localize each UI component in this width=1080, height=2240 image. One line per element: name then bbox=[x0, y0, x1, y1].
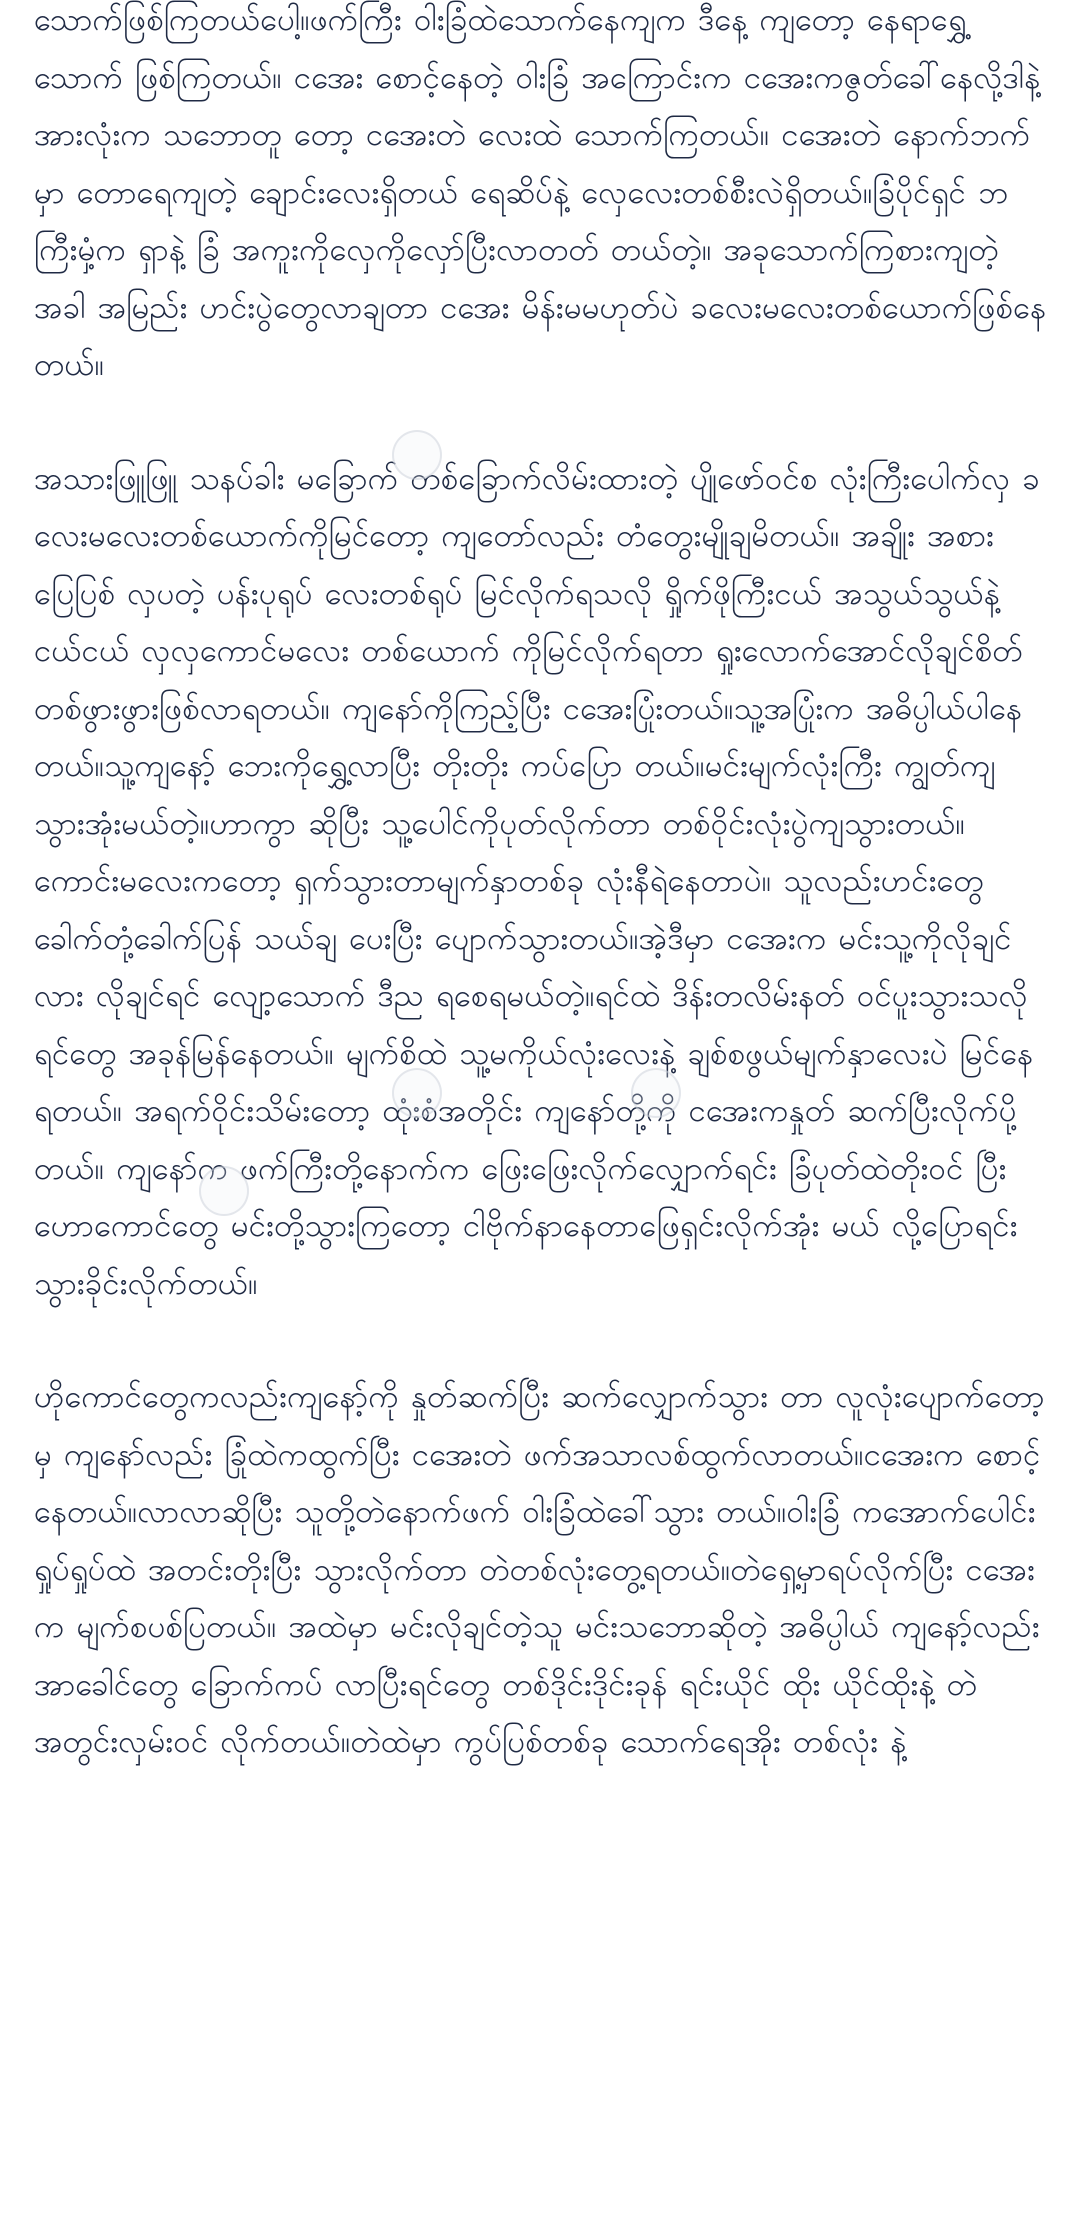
story-paragraph-3: ဟိုကောင်တွေကလည်းကျနော့်ကို နှုတ်ဆက်ပြီး ဆက်လျှောက်သွား တာ လူလုံးပျောက်တော့မှ ကျနော်လည်း ခြုံထဲကထွက်ပြီး ငအေးတဲ ဖက်အသာလစ်ထွက်လာတယ်။ငအေးက စောင့်နေတယ်။လာလာဆိုပြီး သူတို့တဲနောက်ဖက် ဝါးခြံထဲခေါ်သွား တယ်။ဝါးခြံ ကအောက်ပေါင်း ရှုပ်ရှုပ်ထဲ အတင်းတိုးပြီး သွားလိုက်တာ တဲတစ်လုံးတွေ့ရတယ်။တဲရှေ့မှာရပ်လိုက်ပြီး ငအေးက မျက်စပစ်ပြတယ်။ အထဲမှာ မင်းလိုချင်တဲ့သူ မင်းသဘောဆိုတဲ့ အဓိပ္ပါယ် ကျနော့်လည်းအာခေါင်တွေ ခြောက်ကပ် လာပြီးရင်တွေ တစ်ဒိုင်းဒိုင်းခုန် ရင်းယိုင် ထိုး ယိုင်ထိုးနဲ့ တဲအတွင်းလှမ်းဝင် လိုက်တယ်။တဲထဲမှာ ကွပ်ပြစ်တစ်ခု သောက်ရေအိုး တစ်လုံး နဲ့ bbox=[34, 1379, 1045, 1760]
story-paragraph-2: အသားဖြူဖြူ သနပ်ခါး မခြောက် တစ်ခြောက်လိမ်းထားတဲ့ ပျိုဖော်ဝင်စ လုံးကြီးပေါက်လှ ခလေးမလေးတစ်ယောက်ကိုမြင်တော့ ကျတော်လည်း တံတွေးမျိုချမိတယ်။ အချိုး အစား ပြေပြစ် လှပတဲ့ ပန်းပုရုပ် လေးတစ်ရုပ် မြင်လိုက်ရသလို ရှိုက်ဖိုကြီးငယ် အသွယ်သွယ်နဲ့ ငယ်ငယ် လှလှကောင်မလေး တစ်ယောက် ကိုမြင်လိုက်ရတာ ရှုးလောက်အောင်လိုချင်စိတ် တစ်ဖွားဖွားဖြစ်လာရတယ်။ ကျနော်ကိုကြည့်ပြီး ငအေးပြုံးတယ်။သူ့အပြုံးက အဓိပ္ပါယ်ပါနေ တယ်။သူ့ကျနော့် ဘေးကိုရွှေ့လာပြီး တိုးတိုး ကပ်ပြော တယ်။မင်းမျက်လုံးကြီး ကျွတ်ကျ သွားအုံးမယ်တဲ့။ဟာကွာ ဆိုပြီး သူ့ပေါင်ကိုပုတ်လိုက်တာ တစ်ဝိုင်းလုံးပွဲကျသွားတယ်။ ကောင်းမလေးကတော့ ရှက်သွားတာမျက်နှာတစ်ခု လုံးနီရဲနေတာပဲ။ သူလည်းဟင်းတွေ ခေါက်တုံ့ခေါက်ပြန် သယ်ချ ပေးပြီး ပျောက်သွားတယ်။အဲ့ဒီမှာ ငအေးက မင်းသူ့ကိုလိုချင်လား လိုချင်ရင် လျော့သောက် ဒီည ရစေရမယ်တဲ့။ရင်ထဲ ဒိန်းတလိမ်းနတ် ဝင်ပူးသွားသလို ရင်တွေ အခုန်မြန်နေတယ်။ မျက်စိထဲ သူ့မကိုယ်လုံးလေးနဲ့ ချစ်စဖွယ်မျက်နှာလေးပဲ မြင်နေရတယ်။ အရက်ဝိုင်းသိမ်းတော့ ထုံးစံအတိုင်း ကျနော်တို့ကို ငအေးကနှုတ် ဆက်ပြီးလိုက်ပို့တယ်။ ကျနော်က ဖက်ကြီးတို့နောက်က ဖြေးဖြေးလိုက်လျှောက်ရင်း ခြံပုတ်ထဲတိုးဝင် ပြီး ဟောကောင်တွေ မင်းတို့သွားကြတော့ ငါဗိုက်နာနေတာဖြေရှင်းလိုက်အုံး မယ် လို့ပြောရင်း သွားခိုင်းလိုက်တယ်။ bbox=[34, 460, 1040, 1302]
story-paragraph-1: သောက်ဖြစ်ကြတယ်ပေါ့။ဖက်ကြီး ဝါးခြံထဲသောက်နေကျက ဒီနေ့ ကျတော့ နေရာရွှေ့သောက် ဖြစ်ကြတယ်။ ငအေး စောင့်နေတဲ့ ဝါးခြံ အကြောင်းက ငအေးကဇွတ်ခေါ်နေလို့ဒါနဲ့ အားလုံးက သဘောတူ တော့ ငအေးတဲ လေးထဲ သောက်ကြတယ်။ ငအေးတဲ နောက်ဘက်မှာ တောရေကျတဲ့ ချောင်းလေးရှိတယ် ရေဆိပ်နဲ့ လှေလေးတစ်စီးလဲရှိတယ်။ခြံပိုင်ရှင် ဘကြီးမှံ့က ရှာနဲ့ ခြံ အကူးကိုလှေကိုလှော်ပြီးလာတတ် တယ်တဲ့။ အခုသောက်ကြစားကျတဲ့အခါ အမြည်း ဟင်းပွဲတွေလာချတာ ငအေး မိန်းမမဟုတ်ပဲ ခလေးမလေးတစ်ယောက်ဖြစ်နေတယ်။ bbox=[34, 2, 1047, 383]
